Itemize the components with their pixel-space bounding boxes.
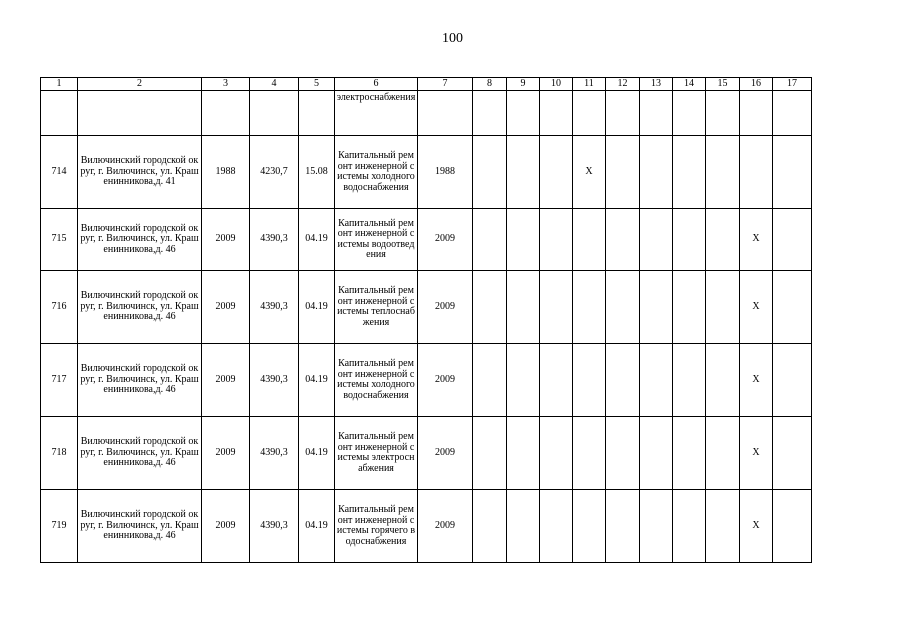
work-type-cell: Капитальный ремонт инженерной системы электроснабжения	[335, 417, 418, 490]
column-header: 14	[673, 78, 706, 91]
work-type-cell: Капитальный ремонт инженерной системы водоотведения	[335, 209, 418, 271]
table-cell	[507, 136, 540, 209]
table-cell	[540, 490, 573, 563]
build-year-cell: 1988	[202, 136, 250, 209]
code-cell: 04.19	[299, 417, 335, 490]
build-year-cell: 2009	[202, 417, 250, 490]
address-cell: Вилючинский городской округ, г. Вилючинск, ул. Крашенинникова,д. 46	[78, 417, 202, 490]
column-header: 12	[606, 78, 640, 91]
table-cell	[473, 209, 507, 271]
table-cell	[473, 271, 507, 344]
table-cell	[473, 344, 507, 417]
row-number-cell: 719	[41, 490, 78, 563]
build-year-cell: 2009	[202, 490, 250, 563]
table-cell	[773, 271, 812, 344]
column-header: 8	[473, 78, 507, 91]
table-cell	[41, 91, 78, 136]
table-cell	[773, 490, 812, 563]
address-cell: Вилючинский городской округ, г. Вилючинск, ул. Крашенинникова,д. 46	[78, 490, 202, 563]
column-header: 1	[41, 78, 78, 91]
table-cell	[640, 136, 673, 209]
table-cell	[473, 417, 507, 490]
table-cell	[507, 271, 540, 344]
table-cell	[507, 209, 540, 271]
table-cell	[507, 417, 540, 490]
area-cell: 4390,3	[250, 209, 299, 271]
table-cell	[640, 209, 673, 271]
table-cell	[706, 417, 740, 490]
mark-cell: Х	[740, 417, 773, 490]
table-cell	[540, 209, 573, 271]
table-cell	[606, 271, 640, 344]
table-cell	[573, 490, 606, 563]
table-cell	[540, 271, 573, 344]
address-cell: Вилючинский городской округ, г. Вилючинск, ул. Крашенинникова,д. 46	[78, 209, 202, 271]
table-cell	[540, 91, 573, 136]
table-cell	[473, 490, 507, 563]
mark-cell: Х	[573, 136, 606, 209]
table-cell	[573, 417, 606, 490]
area-cell: 4230,7	[250, 136, 299, 209]
column-header: 9	[507, 78, 540, 91]
table-cell	[640, 417, 673, 490]
table-cell	[540, 136, 573, 209]
code-cell: 15.08	[299, 136, 335, 209]
plan-year-cell: 2009	[418, 417, 473, 490]
table-cell	[673, 417, 706, 490]
table-cell	[706, 271, 740, 344]
table-cell	[706, 91, 740, 136]
table-cell	[507, 344, 540, 417]
plan-year-cell: 2009	[418, 344, 473, 417]
table-cell	[773, 417, 812, 490]
column-header: 3	[202, 78, 250, 91]
table-cell	[507, 91, 540, 136]
plan-year-cell: 1988	[418, 136, 473, 209]
table-cell	[573, 91, 606, 136]
table-row	[41, 490, 812, 563]
row-number-cell: 714	[41, 136, 78, 209]
plan-year-cell: 2009	[418, 209, 473, 271]
mark-cell: Х	[740, 271, 773, 344]
table-cell	[673, 490, 706, 563]
table-row	[41, 417, 812, 490]
row-number-cell: 718	[41, 417, 78, 490]
table-row	[41, 209, 812, 271]
table-cell	[673, 136, 706, 209]
column-header: 2	[78, 78, 202, 91]
table-cell	[673, 344, 706, 417]
code-cell: 04.19	[299, 271, 335, 344]
work-type-cell: Капитальный ремонт инженерной системы теплоснабжения	[335, 271, 418, 344]
register-table	[40, 77, 812, 563]
table-cell	[573, 271, 606, 344]
table-cell	[740, 136, 773, 209]
plan-year-cell: 2009	[418, 490, 473, 563]
table-cell	[507, 490, 540, 563]
table-cell	[740, 91, 773, 136]
build-year-cell: 2009	[202, 271, 250, 344]
table-cell	[706, 344, 740, 417]
build-year-cell: 2009	[202, 209, 250, 271]
area-cell: 4390,3	[250, 344, 299, 417]
table-cell	[606, 417, 640, 490]
table-cell	[606, 490, 640, 563]
table-cell	[606, 136, 640, 209]
table-cell	[418, 91, 473, 136]
table-cell	[473, 91, 507, 136]
table-cell	[773, 344, 812, 417]
table-cell	[640, 490, 673, 563]
table-cell	[473, 136, 507, 209]
table-cell	[706, 209, 740, 271]
work-type-cell: Капитальный ремонт инженерной системы холодного водоснабжения	[335, 136, 418, 209]
table-cell	[540, 417, 573, 490]
table-cell	[573, 209, 606, 271]
column-header: 6	[335, 78, 418, 91]
table-cell	[606, 344, 640, 417]
column-header: 5	[299, 78, 335, 91]
table-cell	[202, 91, 250, 136]
page-number: 100	[442, 31, 463, 46]
address-cell: Вилючинский городской округ, г. Вилючинск, ул. Крашенинникова,д. 46	[78, 344, 202, 417]
build-year-cell: 2009	[202, 344, 250, 417]
plan-year-cell: 2009	[418, 271, 473, 344]
table-cell	[540, 344, 573, 417]
address-cell: Вилючинский городской округ, г. Вилючинск, ул. Крашенинникова,д. 41	[78, 136, 202, 209]
work-type-cell: электроснабжения	[335, 91, 418, 136]
table-cell	[673, 91, 706, 136]
table-cell	[640, 91, 673, 136]
table-cell	[640, 271, 673, 344]
table-cell	[773, 209, 812, 271]
column-header: 10	[540, 78, 573, 91]
column-header: 13	[640, 78, 673, 91]
table-cell	[606, 209, 640, 271]
table-cell	[250, 91, 299, 136]
area-cell: 4390,3	[250, 417, 299, 490]
table-cell	[673, 209, 706, 271]
code-cell: 04.19	[299, 344, 335, 417]
table-cell	[606, 91, 640, 136]
area-cell: 4390,3	[250, 271, 299, 344]
address-cell: Вилючинский городской округ, г. Вилючинск, ул. Крашенинникова,д. 46	[78, 271, 202, 344]
table-cell	[573, 344, 606, 417]
row-number-cell: 715	[41, 209, 78, 271]
column-header: 17	[773, 78, 812, 91]
code-cell: 04.19	[299, 490, 335, 563]
table-cell	[706, 490, 740, 563]
table-row	[41, 136, 812, 209]
table-cell	[78, 91, 202, 136]
table-cell	[773, 136, 812, 209]
table-cell	[673, 271, 706, 344]
work-type-cell: Капитальный ремонт инженерной системы горячего водоснабжения	[335, 490, 418, 563]
area-cell: 4390,3	[250, 490, 299, 563]
table-cell	[299, 91, 335, 136]
column-header: 11	[573, 78, 606, 91]
table-cell	[773, 91, 812, 136]
code-cell: 04.19	[299, 209, 335, 271]
mark-cell: Х	[740, 490, 773, 563]
column-header: 16	[740, 78, 773, 91]
table-row	[41, 344, 812, 417]
column-header: 15	[706, 78, 740, 91]
continuation-row	[41, 91, 812, 136]
row-number-cell: 717	[41, 344, 78, 417]
work-type-cell: Капитальный ремонт инженерной системы холодного водоснабжения	[335, 344, 418, 417]
column-number-row	[41, 78, 812, 91]
mark-cell: Х	[740, 344, 773, 417]
mark-cell: Х	[740, 209, 773, 271]
table-row	[41, 271, 812, 344]
table-cell	[706, 136, 740, 209]
row-number-cell: 716	[41, 271, 78, 344]
column-header: 4	[250, 78, 299, 91]
table-cell	[640, 344, 673, 417]
column-header: 7	[418, 78, 473, 91]
